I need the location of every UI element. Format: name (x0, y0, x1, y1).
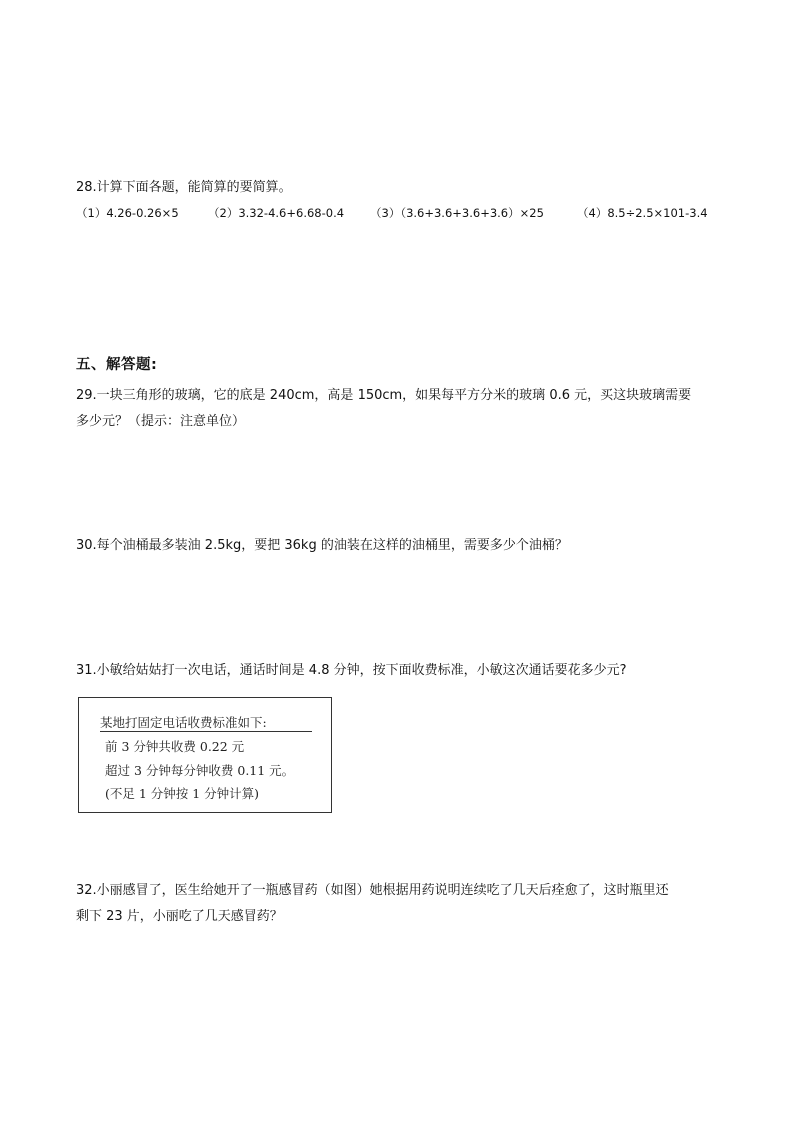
question-30-text: 30.每个油桶最多装油 2.5kg，要把 36kg 的油装在这样的油桶里，需要多少个油桶？ (76, 538, 568, 553)
fee-standard-box (78, 697, 332, 813)
fee-box-title-underline (100, 731, 312, 732)
question-29-line-1: 29.一块三角形的玻璃，它的底是 240cm，高是 150cm，如果每平方分米的玻璃 0.6 元，买这块玻璃需要 (76, 388, 692, 403)
fee-box-line-3: (不足 1 分钟按 1 分钟计算) (105, 786, 260, 801)
question-28-item-2: （2）3.32-4.6+6.68-0.4 (208, 206, 345, 220)
fee-box-line-2: 超过 3 分钟每分钟收费 0.11 元。 (105, 763, 295, 778)
question-28-item-1: （1）4.26-0.26×5 (76, 206, 179, 220)
question-28-item-4: （4）8.5÷2.5×101-3.4 (577, 206, 708, 220)
section-title-answers: 五、解答题: (76, 357, 158, 373)
question-28-item-3: （3）（3.6+3.6+3.6+3.6）×25 (370, 206, 544, 220)
fee-box-line-1: 前 3 分钟共收费 0.22 元 (105, 739, 245, 754)
question-32-line-1: 32.小丽感冒了，医生给她开了一瓶感冒药（如图）她根据用药说明连续吃了几天后痊愈了，这时瓶里还 (76, 883, 669, 898)
question-29-line-2: 多少元？（提示：注意单位） (76, 414, 246, 429)
question-32-line-2: 剩下 23 片，小丽吃了几天感冒药？ (76, 909, 283, 924)
question-31-text: 31.小敏给姑姑打一次电话，通话时间是 4.8 分钟，按下面收费标准，小敏这次通话要花多少元? (76, 663, 627, 678)
fee-box-title: 某地打固定电话收费标准如下: (100, 715, 267, 730)
question-28-title: 28.计算下面各题，能简算的要简算。 (76, 180, 292, 195)
